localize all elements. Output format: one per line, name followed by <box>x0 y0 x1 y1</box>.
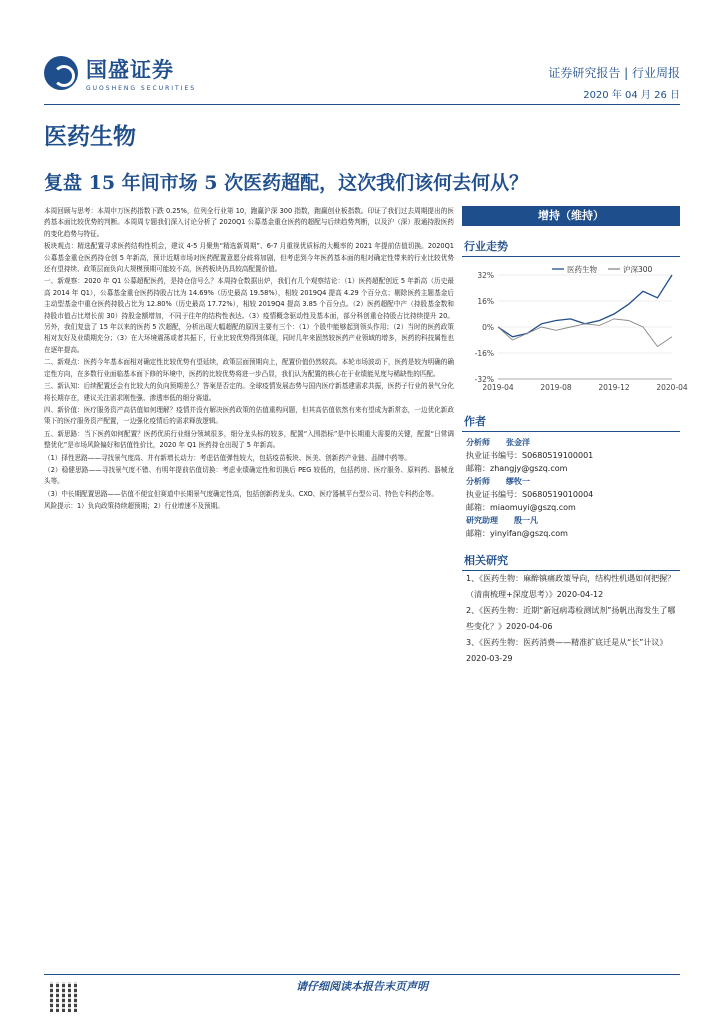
logo-icon <box>44 56 78 90</box>
author-block <box>462 436 680 540</box>
header <box>0 0 724 110</box>
sector-title: 医药生物 <box>44 123 136 150</box>
author-role: 分析师 <box>466 438 490 447</box>
sidebar <box>462 206 688 667</box>
y-tick-label: -32% <box>474 375 494 384</box>
related-item[interactable]: 1、《医药生物：麻醉镇痛政策导向，结构性机遇如何把握？（清南梳理+深度思考）》2020-04-12 <box>466 574 676 599</box>
author-name: 殷一凡 <box>514 516 538 525</box>
series-line <box>498 275 672 337</box>
legend-label: 沪深300 <box>623 265 653 274</box>
author-name: 缪牧一 <box>506 477 530 486</box>
report-body <box>44 206 454 514</box>
paragraph: 一、新观察：2020 年 Q1 公募超配医药，是持仓信号么？本周持仓数据出炉，我们有几个观察结论：（1）医药超配创近 5 年新高（历史最高 2014 年 Q1），公募基金重仓医药持股占比为 14.69%（历史最高 19.58%），相较 2019Q4 提高 4.29 个百分点；剔除医药主题基金后主动型基金中重仓医药持股占比为 12.80%（历史最高 17.72%），相较 2019Q4 提高 3.85 个百分点。（2）医药超配中产（持股基金数和持股市值占比增长前 30）持股金额增加，不同于往年的结构性表达。（3）疫情概念驱动性及基本面，部分科创重仓持股占比持续提升 20。另外，我们复盘了 15 年以来的医药 5 次超配，分析出现大幅超配的原因主要有三个：（1）个股中能够起到领头作用；（2）当时的医药政策相对友好及业绩期充分；（3）在大环境震荡或者共振下，行业比较优势得到体现，同时几年来固然较医药产业领域的增多，医药的科技属性也在逐年提高。 <box>44 277 454 354</box>
y-tick-label: 32% <box>477 271 494 280</box>
paragraph: （3）中长期配置思路——估值不便宜但赛道中长期景气度确定性高，包括创新药龙头、CXO、医疗器械平台型公司、特色专科药企等。 <box>44 489 438 498</box>
series-line <box>498 319 672 347</box>
paragraph: 二、新观点：医药今年基本面相对确定性比较优势有望延续，政策层面预期向上，配置价值仍然较高。本轮市场波动下，医药是较为明确的确定性方向，在多数行业面临基本面下修的环境中，医药的比较优势将进一步凸显，我们认为配置的核心在于业绩能见度与稀缺性的匹配。 <box>44 358 454 378</box>
logo-en: GUOSHENG SECURITIES <box>86 85 197 92</box>
header-divider <box>44 104 680 105</box>
logo-name: 国盛证券 <box>86 58 174 82</box>
report-title: 复盘 15 年间市场 5 次医药超配，这次我们该何去何从？ <box>44 172 529 194</box>
paragraph: 四、新价值：医疗服务资产高估值如何理解？疫情并没有解决医药政策的估值重构问题，但其高估值依然有来有望成为新常态，一边优化新政策下的医疗服务资产配置，一边强化疫情后的需求释放逻辑。 <box>44 405 454 426</box>
report-date: 2020 年 04 月 26 日 <box>583 90 680 101</box>
logo <box>44 54 196 92</box>
y-tick-label: 16% <box>477 297 494 306</box>
y-tick-label: 0% <box>482 323 494 332</box>
paragraph: 板块观点：精选配置寻求医药结构性机会，建议 4-5 月聚焦“精选新周期”、6-7 月重视优质标的大概率的 2021 年提前估值切换。2020Q1 公募基金重仓医药持仓创 5 年新高，预计近期市场对医药配置意愿分歧将加剧，但考虑到今年医药基本面的相对确定性带来的行业比较优势还有望持续、政策层面负向大规模预期可能较不高，医药板块仍具较高配置价值。 <box>44 242 454 274</box>
rating-badge: 增持（维持） <box>462 206 680 226</box>
report-type: 证券研究报告 | 行业周报 <box>548 66 680 80</box>
paragraph: 三、新认知：后续配置还会有比较大的负向预期差么？答案是否定的。全球疫情发展态势与国内医疗新基建需求共振，医药子行业的景气分化将长期存在，建议关注需求刚性强、渗透率低的细分赛道。 <box>44 382 454 402</box>
author-mail[interactable]: 邮箱：zhangjy@gszq.com <box>466 464 568 473</box>
author-name: 张金洋 <box>506 438 530 447</box>
risk-note: 风险提示：1）负向政策持续超预期；2）行业增速不及预期。 <box>44 502 224 511</box>
x-tick-label: 2020-04 <box>656 383 688 392</box>
paragraph: （1）择性思路——寻找景气度高、并有新增长动力：考虑估值弹性较大，包括疫苗板块、医美、创新药产业链、品牌中药等。 <box>44 453 411 462</box>
related-item[interactable]: 2、《医药生物：近期“新冠病毒检测试剂”扬帆出海发生了哪些变化？》2020-04-06 <box>466 606 676 631</box>
y-tick-label: -16% <box>474 349 494 358</box>
related-item[interactable]: 3、《医药生物：医药消费——精准扩底迁是从“长”计议》2020-03-29 <box>466 638 668 663</box>
author-role: 研究助理 <box>466 516 498 525</box>
author-mail[interactable]: 邮箱：miaomuyi@gszq.com <box>466 503 576 512</box>
trend-chart <box>462 261 688 401</box>
related-title: 相关研究 <box>462 550 680 571</box>
author-role: 分析师 <box>466 477 490 486</box>
authors-title: 作者 <box>462 411 680 432</box>
legend-label: 医药生物 <box>567 265 597 274</box>
author-cert: 执业证书编号：S0680519100001 <box>466 451 594 460</box>
author-mail[interactable]: 邮箱：yinyifan@gszq.com <box>466 529 568 538</box>
paragraph: （2）稳健思路——寻找景气度不错、有明年提前估值切换：考虑业绩确定性和切换后 PEG 较低的，包括药房、医疗服务、原料药、器械龙头等。 <box>44 465 454 486</box>
x-tick-label: 2019-08 <box>540 383 572 392</box>
trend-chart-svg <box>462 261 688 401</box>
x-tick-label: 2019-12 <box>598 383 630 392</box>
x-tick-label: 2019-04 <box>482 383 514 392</box>
paragraph: 本周回顾与思考：本周申万医药指数下跌 0.25%，位列全行业第 10，跑赢沪深 300 指数，跑赢创业板指数。印证了我们过去周期提出的医药基本面比较优势的判断。本周周专题我们深入讨论分析了 2020Q1 公募基金重仓医药的超配与后续趋势判断，以及沪（深）股通持股医药的变化趋势与特征。 <box>44 207 454 238</box>
author-cert: 执业证书编号：S0680519010004 <box>466 490 594 499</box>
footer-note: 请仔细阅读本报告末页声明 <box>296 980 428 993</box>
trend-title: 行业走势 <box>462 236 680 257</box>
footer-divider <box>44 974 680 975</box>
paragraph: 五、新思路：当下医药如何配置？医药优质行业细分领域很多，细分龙头标的较多，配置“入围指标”是中长期重大需要的关键，配置“日常调整优化”是市场风险偏好和估值性价比，2020 年 Q1 医药持仓出现了 5 年新高。 <box>44 429 454 450</box>
related-list <box>462 571 680 667</box>
